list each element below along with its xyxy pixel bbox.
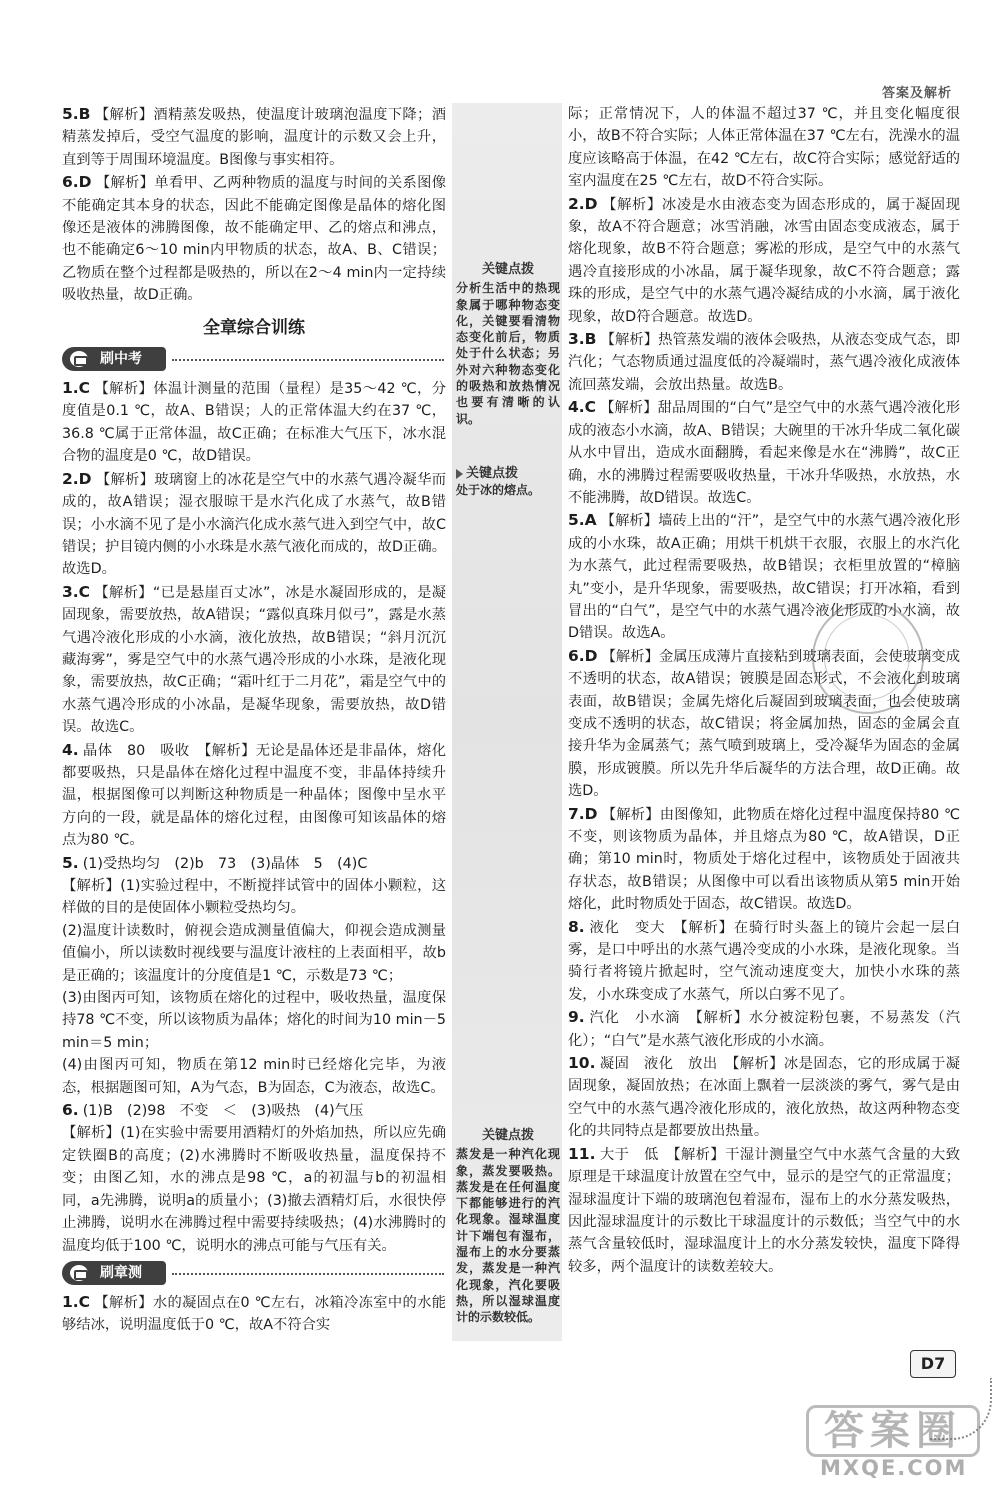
note-title-row [456, 466, 560, 482]
answer-number: 3.C [62, 582, 91, 601]
answer-entry [568, 803, 960, 916]
key-point-note [456, 466, 560, 499]
note-title: 关键点拨 [481, 1128, 534, 1143]
answer-entry [62, 1054, 446, 1099]
answer-entry [62, 739, 446, 852]
section-badge-row [62, 1261, 446, 1287]
answer-entry [62, 875, 446, 920]
badge-label: 刷章测 [100, 1264, 142, 1281]
book-icon [68, 1263, 90, 1283]
left-column [62, 103, 446, 1337]
answer-entry [62, 920, 446, 987]
key-point-note [456, 262, 560, 427]
answer-entry [568, 1006, 960, 1052]
answer-entry [568, 1052, 960, 1143]
answer-text: 【解析】“已是悬崖百丈冰”，冰是水凝固形成的，是凝固现象，需要放热，故A错误；“露似真珠月似弓”，露是水蒸气遇冷液化形成的小水滴，液化放热，故B错误；“斜月沉沉藏海雾”，雾是空气中的水蒸气遇冷形成的小水珠，是液化现象，需要放热，故C正确；“霜叶红于二月花”，霜是空气中的水蒸气遇冷形成的小冰晶，是凝华现象，需要放热，故D错误。故选C。 [62, 584, 446, 736]
answer-entry [62, 852, 446, 875]
answer-entry [62, 468, 446, 581]
answer-number: 10. [568, 1054, 596, 1073]
answer-text: (3)由图丙可知，该物质在熔化的过程中，吸收热量，温度保持78 ℃不变，所以该物质为晶体；熔化的时间为10 min－5 min＝5 min； [62, 990, 446, 1051]
answer-text: 【解析】(1)实验过程中，不断搅拌试管中的固体小颗粒，这样做的目的是使固体小颗粒受热均匀。 [62, 878, 446, 917]
note-body: 蒸发是一种汽化现象，蒸发要吸热。蒸发是在任何温度下都能够进行的汽化现象。湿球温度计下端包有湿布，湿布上的水分要蒸发，蒸发是一种汽化现象，汽化要吸热，所以湿球温度计的示数较低。 [456, 1147, 560, 1325]
answer-entry [568, 396, 960, 509]
answer-number: 3.B [568, 330, 597, 349]
answer-entry [568, 193, 960, 328]
answer-entry [62, 1099, 446, 1122]
answer-entry [568, 916, 960, 1007]
answer-entry [62, 171, 446, 306]
site-url-watermark: MXQE.COM [820, 1456, 968, 1480]
answer-text: 【解析】甜品周围的“白气”是空气中的水蒸气遇冷液化形成的液态小水滴，故A、B错误；大碗里的干冰升华成二氧化碳从水中冒出，造成水面翻腾，看起来像是水在“沸腾”，故C正确，水的沸腾过程需要吸收热量，干冰升华吸热，水放热，水不能沸腾，故D错误。故选C。 [568, 400, 960, 506]
answer-number: 9. [568, 1008, 585, 1027]
page-header-title: 答案及解析 [881, 86, 952, 101]
answer-text: 【解析】(1)在实验中需要用酒精灯的外焰加热，所以应先确定铁圈B的高度；(2)水沸腾时不断吸收热量，温度保持不变；由图乙知，水的沸点是98 ℃，a的初温与b的初温相同，a先沸腾，说明a的质量小；(3)撤去酒精灯后，水很快停止沸腾，说明水在沸腾过程中需要持续吸热；(4)水沸腾时的温度均低于100 ℃，说明水的沸点可能与气压有关。 [62, 1125, 446, 1254]
answer-text: 【解析】体温计测量的范围（量程）是35～42 ℃，分度值是0.1 ℃，故A、B错误；人的正常体温大约在37 ℃，36.8 ℃属于正常体温，故C正确；在标准大气压下，冰水混合物的温度是0 ℃，故D错误。 [62, 381, 446, 465]
answer-text: 凝固 液化 放出 【解析】冰是固态，它的形成属于凝固现象，凝固放热；在冰面上飘着一层淡淡的雾气，雾气是由空气中的水蒸气遇冷液化形成的，液化放热，故这两种物态变化的共同特点是都要放出热量。 [568, 1056, 960, 1140]
section-badge [62, 347, 166, 371]
badge-label: 刷中考 [100, 351, 142, 368]
answer-number: 2.D [62, 469, 92, 488]
book-icon [68, 349, 90, 369]
answer-number: 6.D [568, 646, 598, 665]
answer-text: (2)温度计读数时，俯视会造成测量值偏大，仰视会造成测量值偏小，所以读数时视线要与温度计液柱的上表面相平，故b是正确的；该温度计的分度值是1 ℃，示数是73 ℃； [62, 922, 446, 984]
answer-number: 8. [568, 917, 585, 936]
section-badge-row [62, 347, 446, 373]
answer-number: 6. [62, 1101, 79, 1120]
answer-number: 5.A [568, 511, 597, 530]
answer-text: 【解析】水的凝固点在0 ℃左右，冰箱冷冻室中的水能够结冰，说明温度低于0 ℃，故A不符合实 [62, 1294, 446, 1334]
answer-entry [568, 328, 960, 396]
answer-entry [568, 103, 960, 193]
answer-text: 【解析】金属压成薄片直接粘到玻璃表面，会使玻璃变成不透明的状态，故A错误；镀膜是固态形式，不会液化到玻璃表面，故B错误；金属先熔化后凝固到玻璃表面，也会使玻璃变成不透明的状态，故C错误；将金属加热，固态的金属会直接升华为金属蒸气；蒸气喷到玻璃上，受冷凝华为固态的金属膜，形成镀膜。所以先升华后凝华的方法合理，故D正确。故选D。 [568, 648, 960, 800]
note-title: 关键点拨 [481, 262, 534, 277]
answer-text: 液化 变大 【解析】在骑行时头盔上的镜片会起一层白雾，是口中呼出的水蒸气遇冷变成的小水珠，是液化现象。当骑行者将镜片掀起时，空气流动速度变大，加快小水珠的蒸发，小水珠变成了水蒸气，所以白雾不见了。 [568, 919, 960, 1003]
answer-number: 2.D [568, 194, 598, 213]
note-body: 分析生活中的热现象属于哪种物态变化，关键要看清物态变化前后，物质处于什么状态；另外对六种物态变化的吸热和放热情况也要有清晰的认识。 [456, 281, 560, 426]
answer-text: 汽化 小水滴 【解析】水分被淀粉包裹，不易蒸发（汽化）；“白气”是水蒸气液化形成的小水滴。 [568, 1010, 960, 1049]
page-number: D7 [910, 1350, 956, 1378]
answer-number: 6.D [62, 173, 92, 192]
answer-text: 【解析】酒精蒸发吸热，使温度计玻璃泡温度下降；酒精蒸发掉后，受空气温度的影响，温度计的示数又会上升，直到等于周围环境温度。B图像与事实相符。 [62, 107, 446, 168]
answer-number: 5. [62, 853, 79, 872]
section-badge [62, 1261, 166, 1285]
answer-number: 1.C [62, 1292, 91, 1311]
answer-number: 4.C [568, 398, 597, 417]
dotted-divider [172, 359, 444, 361]
key-point-note [456, 1128, 560, 1326]
answer-text: 【解析】热管蒸发端的液体会吸热，从液态变成气态，即汽化；气态物质通过温度低的冷凝端时，蒸气遇冷液化成液体流回蒸发端，会放出热量。故选B。 [568, 332, 960, 393]
dotted-divider [172, 1273, 444, 1275]
arrow-right-icon [456, 469, 463, 479]
answer-entry [62, 103, 446, 171]
answer-entry [568, 1143, 960, 1278]
answer-entry [62, 1291, 446, 1337]
answer-number: 1.C [62, 379, 91, 398]
note-title: 关键点拨 [466, 466, 519, 481]
site-logo-watermark: 答案圈 [806, 1405, 980, 1457]
answer-text: (4)由图丙可知，物质在第12 min时已经熔化完毕，为液态，根据题图可知，A为气态，B为固态，C为液态，故选C。 [62, 1057, 446, 1096]
answer-entry [62, 377, 446, 468]
answer-number: 11. [568, 1144, 596, 1163]
answer-text: 【解析】墙砖上出的“汗”，是空气中的水蒸气遇冷液化形成的小水珠，故A正确；用烘干机烘干衣服，衣服上的水汽化为水蒸气，此过程需要吸热，故B错误；衣柜里放置的“樟脑丸”变小，是升华现象，需要吸热，故C错误；打开冰箱，看到冒出的“白气”，是空气中的水蒸气遇冷液化形成的小水滴，故D错误。故选A。 [568, 513, 960, 642]
answer-text: (1)B (2)98 不变 ＜ (3)吸热 (4)气压 [82, 1103, 364, 1120]
answer-text: 大于 低 【解析】干湿计测量空气中水蒸气含量的大致原理是干球温度计放置在空气中，显示的是空气的正常温度；湿球温度计下端的玻璃泡包着湿布，湿布上的水分蒸发吸热，因此湿球温度计的示数比干球温度计的示数低；当空气中的水蒸气含量较低时，湿球温度计上的水分蒸发较快，温度下降得较多，两个温度计的读数差较大。 [568, 1146, 960, 1275]
answer-text: 晶体 80 吸收 【解析】无论是晶体还是非晶体，熔化都要吸热，只是晶体在熔化过程中温度不变，非晶体持续升温，根据图像可以判断这种物质是一种晶体；图像中呈水平方向的一段，就是晶体的熔化过程，由图像可知该晶体的熔点为80 ℃。 [62, 742, 446, 849]
answer-text: (1)受热均匀 (2)b 73 (3)晶体 5 (4)C [82, 855, 368, 872]
answer-entry [62, 581, 446, 739]
answer-text: 【解析】玻璃窗上的冰花是空气中的水蒸气遇冷凝华而成的，故A错误；湿衣服晾干是水汽化成了水蒸气，故B错误；小水滴不见了是小水滴汽化成水蒸气进入到空气中，故C错误；护目镜内侧的小水珠是水蒸气液化而成的，故D正确。故选D。 [62, 471, 446, 578]
answer-entry [62, 987, 446, 1054]
note-body: 处于冰的熔点。 [456, 483, 541, 498]
answer-text: 【解析】单看甲、乙两种物质的温度与时间的关系图像不能确定其本身的状态，因此不能确定图像是晶体的熔化图像还是液体的沸腾图像，故不能确定甲、乙的熔点和沸点，也不能确定6～10 min内甲物质的状态，故A、B、C错误；乙物质在整个过程都是吸热的，所以在2～4 min内一定持续吸收热量，故D正确。 [62, 175, 446, 304]
answer-text: 【解析】冰凌是水由液态变为固态形成的，属于凝固现象，故A不符合题意；冰雪消融，冰雪由固态变成液态，属于熔化现象，故B不符合题意；雾凇的形成，是空气中的水蒸气遇冷直接形成的小冰晶，属于凝华现象，故C不符合题意；露珠的形成，是空气中的水蒸气遇冷凝结成的小水滴，属于液化现象，故D符合题意。故选D。 [568, 196, 960, 325]
answer-number: 5.B [62, 105, 91, 123]
answer-text: 【解析】由图像知，此物质在熔化过程中温度保持80 ℃不变，则该物质为晶体，并且熔点为80 ℃，故A错误，D正确；第10 min时，物质处于熔化过程中，该物质处于固液共存状态，故B错误；从图像中可以看出该物质从第5 min开始熔化，此时物质处于固态，故C错误。故选D。 [568, 806, 960, 913]
answer-entry [62, 1122, 446, 1256]
answer-number: 7.D [568, 804, 598, 823]
answer-text: 际；正常情况下，人的体温不超过37 ℃，并且变化幅度很小，故B不符合实际；人体正常体温在37 ℃左右，洗澡水的温度应该略高于体温，在42 ℃左右，故C符合实际；感觉舒适的室内温度在25 ℃左右，故D不符合实际。 [568, 106, 960, 190]
answer-number: 4. [62, 740, 79, 759]
section-title: 全章综合训练 [203, 317, 305, 338]
